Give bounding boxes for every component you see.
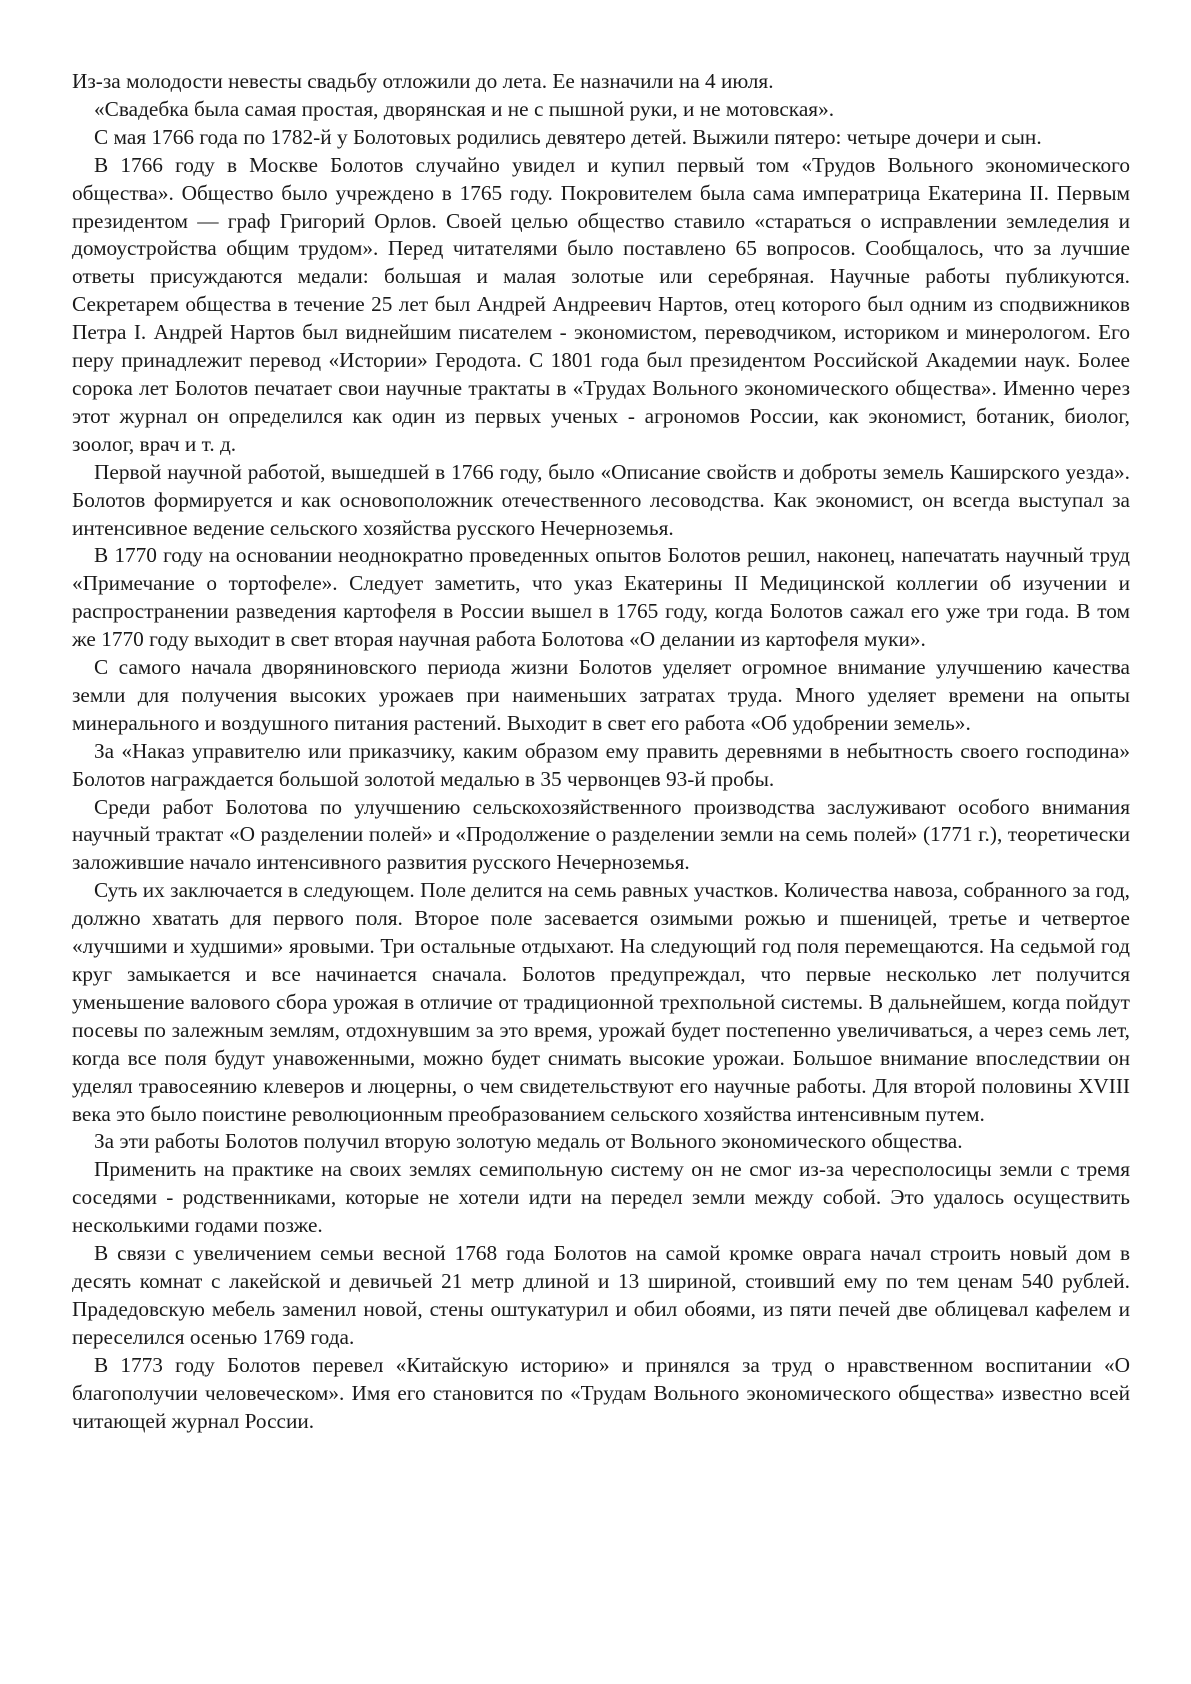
paragraph-5: Первой научной работой, вышедшей в 1766 году, было «Описание свойств и доброты земель Каширского уезда». Болотов формируется и как основоположник отечественного лесоводства. Как экономист, он всегда выступал за интенсивное ведение сельского хозяйства русского Нечерноземья. bbox=[72, 459, 1130, 540]
paragraph-11: За эти работы Болотов получил вторую золотую медаль от Вольного экономического общества. bbox=[94, 1129, 963, 1154]
paragraph-4: В 1766 году в Москве Болотов случайно увидел и купил первый том «Трудов Вольного экономического общества». Общество было учреждено в 1765 году. Покровителем была сама императрица Екатерина II. Первым президентом — граф Григорий Орлов. Своей целью общество ставило «стараться о исправлении земледелия и домоустройства общим трудом». Перед читателями было поставлено 65 вопросов. Сообщалось, что за лучшие ответы присуждаются медали: большая и малая золотые или серебряная. Научные работы публикуются. Секретарем общества в течение 25 лет был Андрей Андреевич Нартов, отец которого был одним из сподвижников Петра I. Андрей Нартов был виднейшим писателем - экономистом, переводчиком, историком и минерологом. Его перу принадлежит перевод «Истории» Геродота. С 1801 года был президентом Российской Академии наук. Более сорока лет Болотов печатает свои научные трактаты в «Трудах Вольного экономического общества». Именно через этот журнал он определился как один из первых ученых - агрономов России, как экономист, ботаник, биолог, зоолог, врач и т. д. bbox=[72, 152, 1130, 456]
paragraph-12: Применить на практике на своих землях семипольную систему он не смог из-за чересполосицы земли с тремя соседями - родственниками, которые не хотели идти на передел земли между собой. Это удалось осуществить несколькими годами позже. bbox=[72, 1157, 1130, 1238]
paragraph-3: С мая 1766 года по 1782-й у Болотовых родились девятеро детей. Выжили пятеро: четыре дочери и сын. bbox=[94, 124, 1042, 149]
paragraph-2: «Свадебка была самая простая, дворянская и не с пышной руки, и не мотовская». bbox=[94, 96, 835, 121]
paragraph-8: За «Наказ управителю или приказчику, каким образом ему править деревнями в небытность своего господина» Болотов награждается большой золотой медалью в 35 червонцев 93-й пробы. bbox=[72, 738, 1130, 791]
document-page bbox=[72, 68, 1130, 1435]
paragraph-7: С самого начала дворяниновского периода жизни Болотов уделяет огромное внимание улучшению качества земли для получения высоких урожаев при наименьших затратах труда. Много уделяет времени на опыты минерального и воздушного питания растений. Выходит в свет его работа «Об удобрении земель». bbox=[72, 655, 1130, 735]
paragraph-1: Из-за молодости невесты свадьбу отложили до лета. Ее назначили на 4 июля. bbox=[72, 69, 774, 93]
paragraph-13: В связи с увеличением семьи весной 1768 года Болотов на самой кромке оврага начал строить новый дом в десять комнат с лакейской и девичьей 21 метр длиной и 13 шириной, стоивший ему по тем ценам 540 рублей. Прадедовскую мебель заменил новой, стены оштукатурил и обил обоями, из пяти печей две облицевал кафелем и переселился осенью 1769 года. bbox=[72, 1241, 1130, 1349]
paragraph-10: Суть их заключается в следующем. Поле делится на семь равных участков. Количества навоза, собранного за год, должно хватать для первого поля. Второе поле засевается озимыми рожью и пшеницей, третье и четвертое «лучшими и худшими» яровыми. Три остальные отдыхают. На следующий год поля перемещаются. На седьмой год круг замыкается и все начинается сначала. Болотов предупреждал, что первые несколько лет получится уменьшение валового сбора урожая в отличие от традиционной трехпольной системы. В дальнейшем, когда пойдут посевы по залежным землям, отдохнувшим за это время, урожай будет постепенно увеличиваться, а через семь лет, когда все поля будут унавоженными, можно будет снимать высокие урожаи. Большое внимание впоследствии он уделял травосеянию клеверов и люцерны, о чем свидетельствуют его научные работы. Для второй половины XVIII века это было поистине революционным преобразованием сельского хозяйства интенсивным путем. bbox=[72, 878, 1130, 1126]
paragraph-6: В 1770 году на основании неоднократно проведенных опытов Болотов решил, наконец, напечатать научный труд «Примечание о тортофеле». Следует заметить, что указ Екатерины II Медицинской коллегии об изучении и распространении разведения картофеля в России вышел в 1765 году, когда Болотов сажал его уже три года. В том же 1770 году выходит в свет вторая научная работа Болотова «О делании из картофеля муки». bbox=[72, 543, 1130, 652]
paragraph-9: Среди работ Болотова по улучшению сельскохозяйственного производства заслуживают особого внимания научный трактат «О разделении полей» и «Продолжение о разделении земли на семь полей» (1771 г.), теоретически заложившие начало интенсивного развития русского Нечерноземья. bbox=[72, 794, 1130, 875]
paragraph-14: В 1773 году Болотов перевел «Китайскую историю» и принялся за труд о нравственном воспитании «О благополучии человеческом». Имя его становится по «Трудам Вольного экономического общества» известно всей читающей журнал России. bbox=[72, 1352, 1130, 1433]
